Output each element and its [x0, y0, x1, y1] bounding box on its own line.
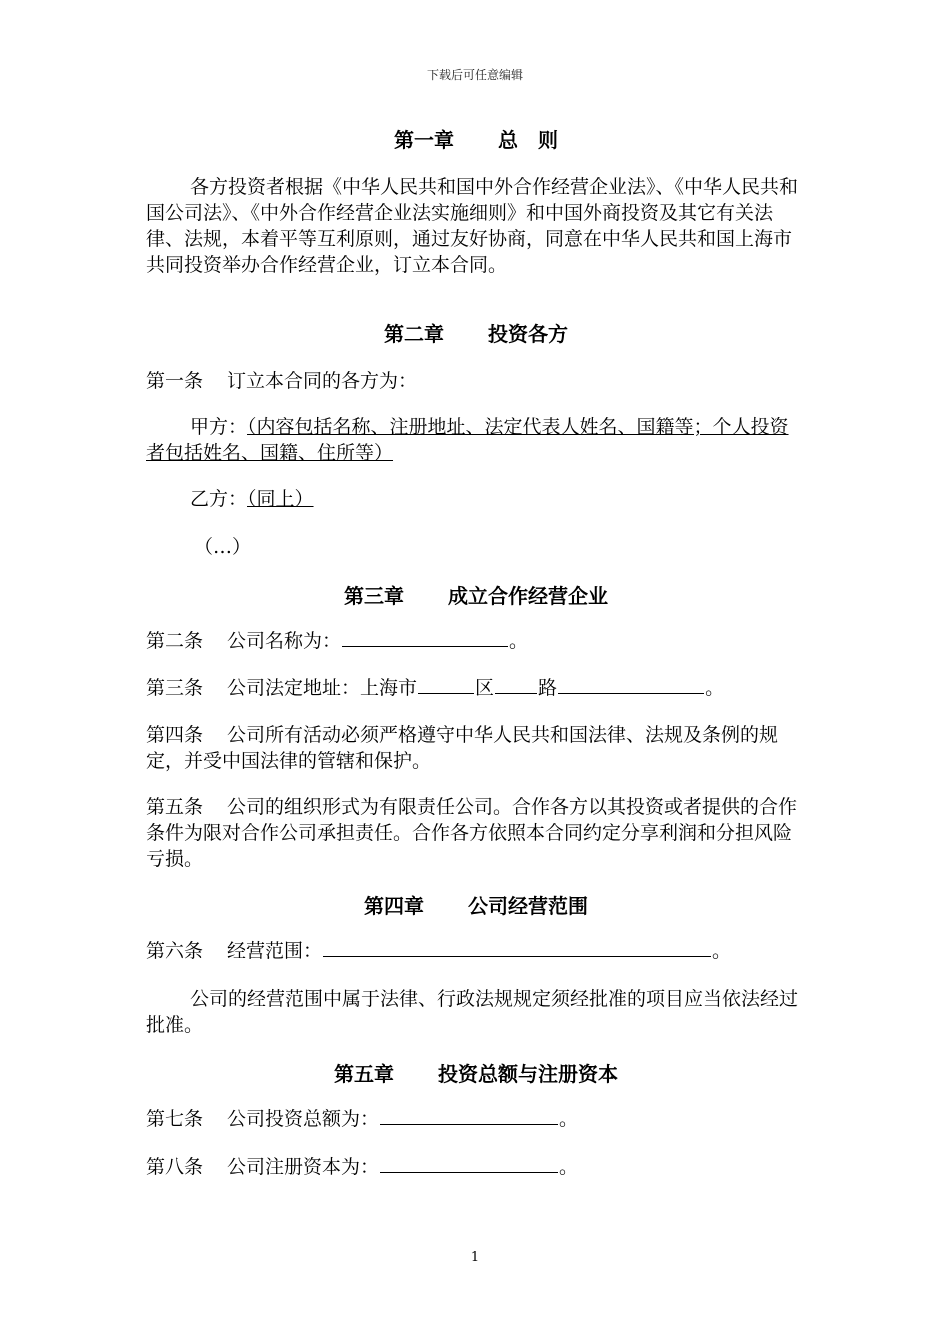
article-1: [146, 368, 806, 394]
chapter-title: 投资总额与注册资本: [438, 1062, 618, 1086]
article-number: 第七条: [146, 1108, 204, 1130]
article-text: 公司注册资本为：: [227, 1156, 380, 1178]
party-b: [146, 486, 806, 512]
ellipsis-line: （…）: [194, 536, 252, 558]
road-blank[interactable]: [495, 675, 537, 694]
article-number: 第四条: [146, 724, 204, 746]
article-text: 公司投资总额为：: [227, 1108, 380, 1130]
period: 。: [509, 630, 529, 652]
period: 。: [705, 677, 725, 699]
article-2: [146, 628, 806, 654]
chapter-2-heading: [146, 318, 806, 347]
chapter-title: 总 则: [498, 128, 558, 152]
registered-capital-blank[interactable]: [380, 1154, 558, 1173]
party-b-details: （同上）: [247, 488, 314, 510]
party-a-details: （内容包括名称、注册地址、法定代表人姓名、国籍等；个人投资者包括姓名、国籍、住所等）: [146, 416, 789, 464]
header-note: 下载后可任意编辑: [426, 68, 523, 82]
district-label: 区: [475, 677, 495, 699]
article-number: 第五条: [146, 796, 204, 818]
article-6: [146, 938, 806, 964]
article-4: [146, 722, 806, 774]
chapter-number: 第一章: [394, 128, 454, 152]
chapter-title: 公司经营范围: [468, 894, 588, 918]
party-a-label: 甲方：: [190, 416, 248, 438]
scope-paragraph: 公司的经营范围中属于法律、行政法规规定须经批准的项目应当依法经过批准。: [146, 988, 799, 1036]
chapter-3-heading: [146, 580, 806, 609]
article-text: 订立本合同的各方为：: [227, 370, 418, 392]
chapter-4-heading: [146, 890, 806, 919]
article-text: 经营范围：: [227, 940, 323, 962]
period: 。: [559, 1156, 579, 1178]
chapter-1-heading: [146, 124, 806, 153]
company-name-blank[interactable]: [342, 628, 508, 647]
business-scope-blank[interactable]: [323, 938, 711, 957]
chapter-number: 第四章: [364, 894, 424, 918]
page-number: 1: [470, 1250, 480, 1265]
article-number: 第八条: [146, 1156, 204, 1178]
intro-paragraph: 各方投资者根据《中华人民共和国中外合作经营企业法》、《中华人民共和国公司法》、《中外合作经营企业法实施细则》和中国外商投资及其它有关法律、法规，本着平等互利原则，通过友好协商，同意在中华人民共和国上海市共同投资举办合作经营企业，订立本合同。: [146, 176, 799, 276]
chapter-title: 投资各方: [488, 322, 568, 346]
address-number-blank[interactable]: [558, 675, 704, 694]
party-a: [146, 414, 806, 466]
article-number: 第六条: [146, 940, 204, 962]
chapter-title: 成立合作经营企业: [448, 584, 608, 608]
party-b-label: 乙方：: [190, 488, 248, 510]
article-8: [146, 1154, 806, 1180]
article-text: 公司法定地址：上海市: [227, 677, 418, 699]
period: 。: [712, 940, 732, 962]
article-7: [146, 1106, 806, 1132]
article-text: 公司名称为：: [227, 630, 342, 652]
article-text: 公司的组织形式为有限责任公司。合作各方以其投资或者提供的合作条件为限对合作公司承担责任。合作各方依照本合同约定分享利润和分担风险亏损。: [146, 796, 798, 870]
chapter-5-heading: [146, 1058, 806, 1087]
article-5: [146, 794, 806, 872]
article-number: 第二条: [146, 630, 204, 652]
article-number: 第一条: [146, 370, 204, 392]
chapter-number: 第五章: [334, 1062, 394, 1086]
period: 。: [559, 1108, 579, 1130]
chapter-number: 第三章: [344, 584, 404, 608]
article-text: 公司所有活动必须严格遵守中华人民共和国法律、法规及条例的规定，并受中国法律的管辖和保护。: [146, 724, 779, 772]
article-3: [146, 675, 806, 701]
road-label: 路: [538, 677, 558, 699]
chapter-number: 第二章: [384, 322, 444, 346]
article-number: 第三条: [146, 677, 204, 699]
district-blank[interactable]: [418, 675, 474, 694]
total-investment-blank[interactable]: [380, 1106, 558, 1125]
